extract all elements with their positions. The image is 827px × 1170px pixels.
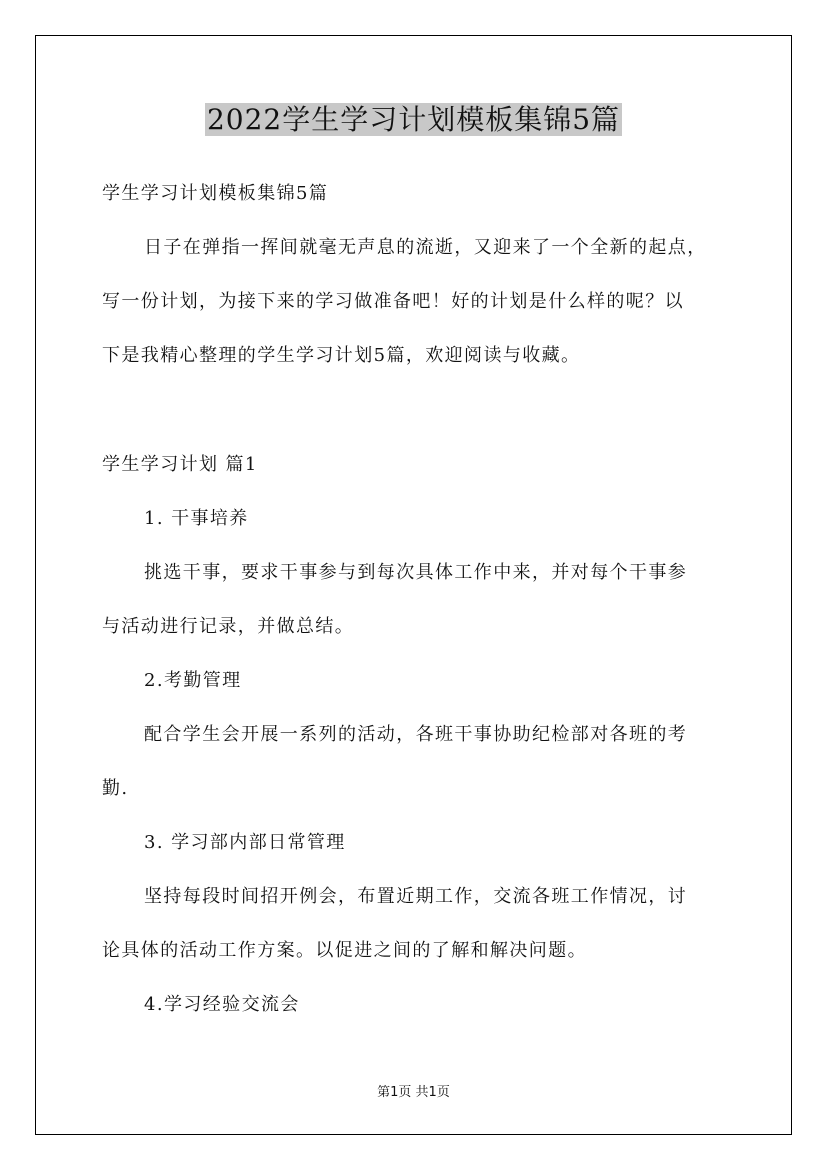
item-2-heading: 2.考勤管理 bbox=[144, 670, 242, 691]
document-subtitle: 学生学习计划模板集锦5篇 bbox=[102, 183, 329, 204]
item-1-heading: 1. 干事培养 bbox=[144, 508, 249, 529]
item-3-body-line-2: 论具体的活动工作方案。以促进之间的了解和解决问题。 bbox=[102, 940, 587, 961]
page-number-info: 第1页 共1页 bbox=[377, 1085, 450, 1100]
intro-line-3: 下是我精心整理的学生学习计划5篇，欢迎阅读与收藏。 bbox=[102, 345, 581, 366]
intro-line-2: 写一份计划，为接下来的学习做准备吧！好的计划是什么样的呢？以 bbox=[102, 291, 684, 312]
item-4-heading: 4.学习经验交流会 bbox=[144, 994, 300, 1015]
item-2-body-line-1: 配合学生会开展一系列的活动，各班干事协助纪检部对各班的考 bbox=[144, 724, 688, 745]
document-title bbox=[0, 98, 827, 142]
item-3-body-line-1: 坚持每段时间招开例会，布置近期工作，交流各班工作情况，讨 bbox=[144, 886, 688, 907]
item-3-heading: 3. 学习部内部日常管理 bbox=[144, 832, 346, 853]
item-2-body-line-2: 勤. bbox=[102, 778, 129, 799]
section-heading: 学生学习计划 篇1 bbox=[102, 454, 258, 475]
page-footer bbox=[0, 1084, 827, 1102]
item-1-body-line-1: 挑选干事，要求干事参与到每次具体工作中来，并对每个干事参 bbox=[144, 562, 688, 583]
intro-line-1: 日子在弹指一挥间就毫无声息的流逝，又迎来了一个全新的起点， bbox=[144, 237, 707, 258]
document-title-text: 2022学生学习计划模板集锦5篇 bbox=[206, 103, 621, 136]
item-1-body-line-2: 与活动进行记录，并做总结。 bbox=[102, 616, 355, 637]
